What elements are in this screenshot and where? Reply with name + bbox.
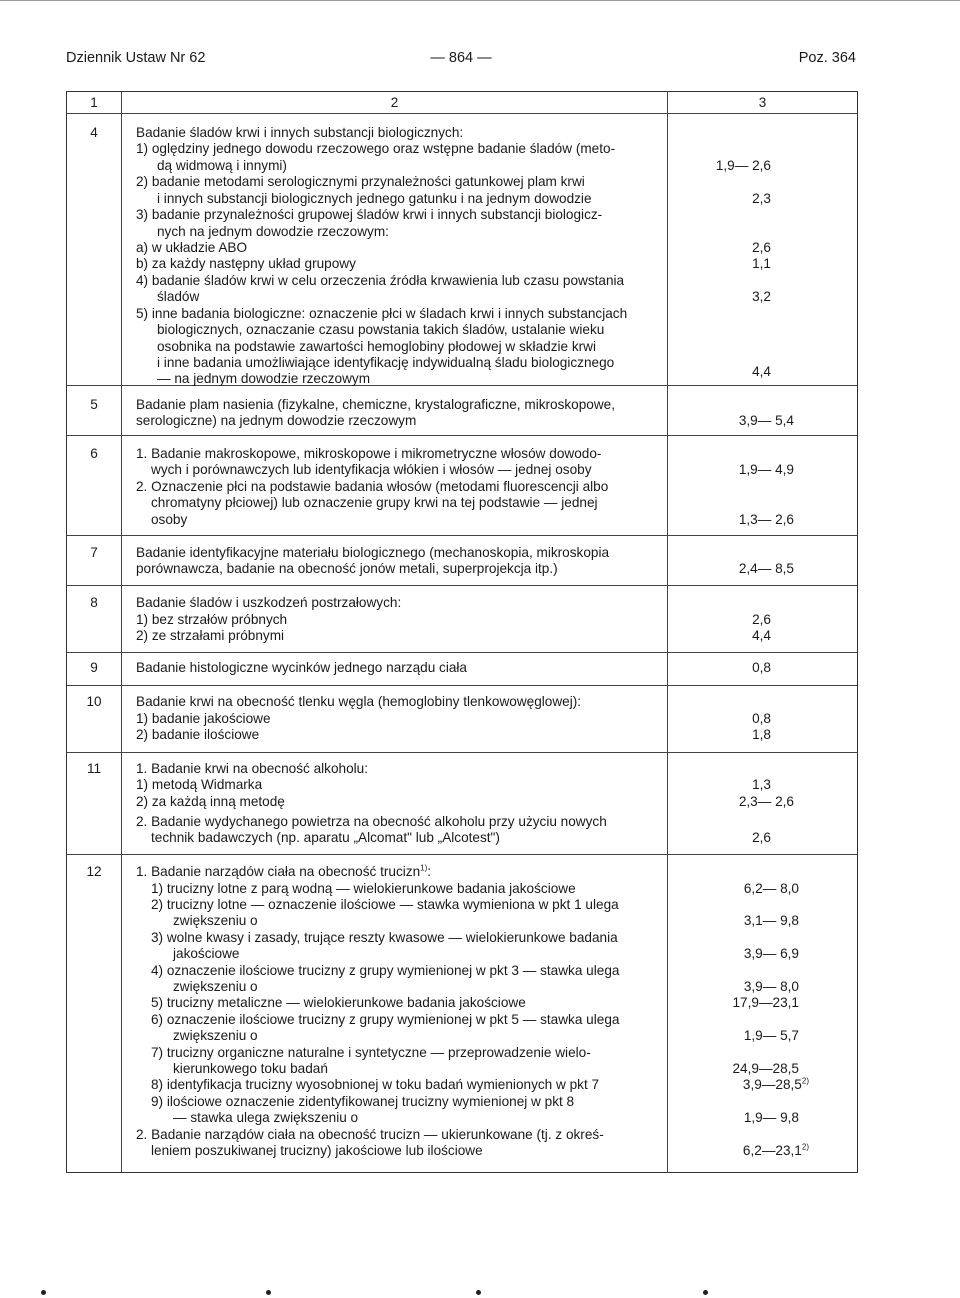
row-text-line: 9) ilościowe oznaczenie zidentyfikowanej trucizny wymienionej w pkt 8	[151, 1094, 575, 1109]
fee-value: 1,3	[752, 777, 771, 792]
row-text-line: 1) metodą Widmarka	[136, 777, 263, 792]
fee-value: 3,9— 5,4	[738, 413, 794, 428]
fee-table	[66, 91, 858, 1173]
footnote-mark: 2)	[801, 1142, 809, 1152]
row-text-line: 1) bez strzałów próbnych	[136, 612, 288, 627]
fee-value: 2,3	[752, 191, 771, 206]
row-text-line: porównawcza, badanie na obecność jonów metali, superprojekcja itp.)	[136, 561, 558, 576]
fee-value: 24,9—28,5	[732, 1061, 799, 1076]
fee-value: 4,4	[752, 364, 771, 379]
row-text-line: 1) oględziny jednego dowodu rzeczowego oraz wstępne badanie śladów (meto-	[136, 141, 616, 156]
row-text-line: 1. Badanie krwi na obecność alkoholu:	[136, 761, 368, 776]
row-text: 1. Badanie narządów ciała na obecność trucizn	[136, 864, 421, 879]
fee-value-text: 3,9—28,5	[742, 1077, 802, 1092]
fee-value: 2,3— 2,6	[738, 794, 794, 809]
row-number: 6	[90, 446, 98, 461]
fee-value: 3,9— 8,0	[743, 979, 799, 994]
row-text-line: osoby	[151, 512, 188, 527]
row-text-line: 3) wolne kwasy i zasady, trujące reszty kwasowe — wielokierunkowe badania	[151, 930, 618, 945]
row-text-line: 2) ze strzałami próbnymi	[136, 628, 285, 643]
page-header	[66, 50, 856, 70]
scan-speck	[476, 1290, 481, 1295]
row-text-line: 2) badanie ilościowe	[136, 727, 260, 742]
row-text-line: Badanie śladów krwi i innych substancji biologicznych:	[136, 125, 464, 140]
row-text-line: 2) trucizny lotne — oznaczenie ilościowe — stawka wymieniona w pkt 1 ulega	[151, 897, 619, 912]
footnote-mark: 2)	[801, 1076, 809, 1086]
scan-speck	[41, 1290, 46, 1295]
row-text-line: i inne badania umożliwiające identyfikację indywidualną śladu biologicznego	[157, 355, 615, 370]
fee-value	[743, 1077, 809, 1094]
column-header-2: 2	[390, 95, 399, 110]
row-text-line: zwiększeniu o	[173, 979, 258, 994]
fee-value: 17,9—23,1	[732, 995, 799, 1010]
fee-value: 6,2— 8,0	[743, 881, 799, 896]
row-text-line	[136, 864, 431, 881]
row-text-line: śladów	[157, 289, 200, 304]
row-text-line: 5) trucizny metaliczne — wielokierunkowe badania jakościowe	[151, 995, 526, 1010]
row-text-line: 1) badanie jakościowe	[136, 711, 271, 726]
row-text-line: 2. Badanie wydychanego powietrza na obecność alkoholu przy użyciu nowych	[136, 814, 607, 829]
position-number: Poz. 364	[798, 50, 856, 66]
row-text-line: biologicznych, oznaczanie czasu powstania takich śladów, ustalanie wieku	[157, 322, 605, 337]
scan-speck	[266, 1290, 271, 1295]
row-text-line: osobnika na podstawie zawartości hemoglobiny płodowej w składzie krwi	[157, 339, 597, 354]
row-number: 11	[86, 761, 102, 776]
row-divider	[67, 752, 857, 753]
fee-value: 2,4— 8,5	[738, 561, 794, 576]
row-text-line: 7) trucizny organiczne naturalne i syntetyczne — przeprowadzenie wielo-	[151, 1045, 591, 1060]
row-text-line: 2. Badanie narządów ciała na obecność trucizn — ukierunkowane (tj. z okreś-	[136, 1127, 604, 1142]
row-divider	[67, 113, 857, 114]
scan-speck	[703, 1290, 708, 1295]
row-text-line: leniem poszukiwanej trucizny) jakościowe lub ilościowe	[151, 1143, 483, 1158]
row-text-line: 2) badanie metodami serologicznymi przynależności gatunkowej plam krwi	[136, 174, 585, 189]
column-divider	[121, 92, 122, 1172]
row-number: 9	[90, 660, 98, 675]
fee-value: 3,1— 9,8	[743, 913, 799, 928]
fee-value: 1,9— 2,6	[715, 158, 771, 173]
fee-value: 1,9— 5,7	[743, 1028, 799, 1043]
row-number: 12	[86, 864, 102, 879]
row-text-line: Badanie śladów i uszkodzeń postrzałowych:	[136, 595, 402, 610]
column-header-1: 1	[90, 95, 98, 110]
row-text-line: serologiczne) na jednym dowodzie rzeczowym	[136, 413, 417, 428]
row-text-line: 2. Oznaczenie płci na podstawie badania włosów (metodami fluorescencji albo	[136, 479, 609, 494]
fee-value-text: 6,2—23,1	[742, 1143, 802, 1158]
row-text-line: technik badawczych (np. aparatu „Alcomat" lub „Alcotest")	[151, 830, 500, 845]
fee-value: 1,3— 2,6	[738, 512, 794, 527]
fee-value: 4,4	[752, 628, 771, 643]
fee-value: 0,8	[752, 660, 771, 675]
row-text-line: a) w układzie ABO	[136, 240, 248, 255]
row-text-line: wych i porównawczych lub identyfikacja włókien i włosów — jednej osoby	[151, 462, 592, 477]
row-text-line: b) za każdy następny układ grupowy	[136, 256, 356, 271]
row-text-line: kierunkowego toku badań	[173, 1061, 328, 1076]
row-text-line: Badanie histologiczne wycinków jednego narządu ciała	[136, 660, 467, 675]
row-text-line: dą widmową i innymi)	[157, 158, 287, 173]
row-text-line: 2) za każdą inną metodę	[136, 794, 285, 809]
row-divider	[67, 535, 857, 536]
row-text-line: 3) badanie przynależności grupowej śladów krwi i innych substancji biologicz-	[136, 207, 603, 222]
row-number: 8	[90, 595, 98, 610]
row-divider	[67, 685, 857, 686]
row-divider	[67, 585, 857, 586]
row-divider	[67, 652, 857, 653]
row-number: 5	[90, 397, 98, 412]
page-number: — 864 —	[430, 50, 492, 66]
fee-value: 3,9— 6,9	[743, 946, 799, 961]
fee-value: 1,1	[752, 256, 771, 271]
row-number: 7	[90, 545, 98, 560]
column-divider	[667, 92, 668, 1172]
row-text-line: 1) trucizny lotne z parą wodną — wielokierunkowe badania jakościowe	[151, 881, 576, 896]
row-divider	[67, 854, 857, 855]
row-text-line: 1. Badanie makroskopowe, mikroskopowe i mikrometryczne włosów dowodo-	[136, 446, 602, 461]
row-text-line: Badanie krwi na obecność tlenku węgla (hemoglobiny tlenkowowęglowej):	[136, 694, 582, 709]
row-text-line: 5) inne badania biologiczne: oznaczenie płci w śladach krwi i innych substancjach	[136, 306, 628, 321]
fee-value: 3,2	[752, 289, 771, 304]
row-text-line: i innych substancji biologicznych jednego gatunku i na jednym dowodzie	[157, 191, 592, 206]
fee-value: 1,8	[752, 727, 771, 742]
row-text-line: nych na jednym dowodzie rzeczowym:	[157, 224, 389, 239]
fee-value: 1,9— 4,9	[738, 462, 794, 477]
row-text-line: — na jednym dowodzie rzeczowym	[157, 371, 371, 386]
row-number: 10	[86, 694, 102, 709]
fee-value: 1,9— 9,8	[743, 1110, 799, 1125]
row-text-line: — stawka ulega zwiększeniu o	[173, 1110, 359, 1125]
row-text-line: Badanie identyfikacyjne materiału biologicznego (mechanoskopia, mikroskopia	[136, 545, 610, 560]
fee-value: 2,6	[752, 830, 771, 845]
row-text-line: jakościowe	[173, 946, 240, 961]
journal-title: Dziennik Ustaw Nr 62	[66, 50, 206, 66]
row-text-line: 6) oznaczenie ilościowe trucizny z grupy wymienionej w pkt 5 — stawka ulega	[151, 1012, 620, 1027]
row-text-line: Badanie plam nasienia (fizykalne, chemiczne, krystalograficzne, mikroskopowe,	[136, 397, 616, 412]
row-text-line: chromatyny płciowej) lub oznaczenie grupy krwi na tej podstawie — jednej	[151, 495, 598, 510]
fee-value	[743, 1143, 809, 1160]
row-text-line: 4) badanie śladów krwi w celu orzeczenia źródła krwawienia lub czasu powstania	[136, 273, 625, 288]
row-number: 4	[90, 125, 98, 140]
fee-value: 2,6	[752, 612, 771, 627]
fee-value: 2,6	[752, 240, 771, 255]
row-text-line: 4) oznaczenie ilościowe trucizny z grupy wymienionej w pkt 3 — stawka ulega	[151, 963, 620, 978]
fee-value: 0,8	[752, 711, 771, 726]
column-header-3: 3	[758, 95, 767, 110]
top-rule	[0, 0, 960, 1]
row-text: :	[427, 864, 432, 879]
row-divider	[67, 435, 857, 436]
row-text-line: zwiększeniu o	[173, 913, 258, 928]
row-text-line: zwiększeniu o	[173, 1028, 258, 1043]
footnote-mark: 1)	[420, 863, 428, 873]
row-text-line: 8) identyfikacja trucizny wyosobnionej w toku badań wymienionych w pkt 7	[151, 1077, 600, 1092]
